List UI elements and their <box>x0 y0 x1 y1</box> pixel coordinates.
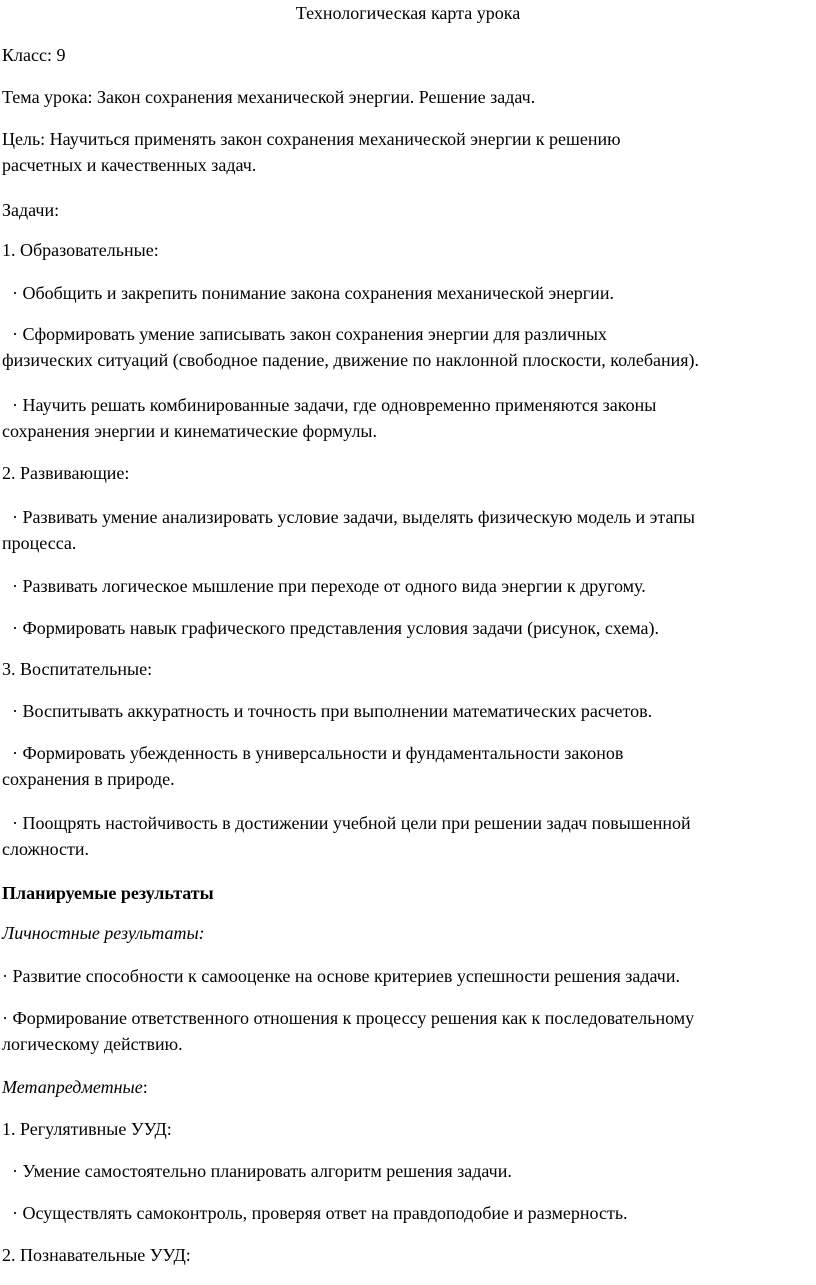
personal-bullet-1: · Развитие способности к самооценке на основе критериев успешности решения задачи. <box>2 966 680 986</box>
developing-bullet-2: · Развивать логическое мышление при переходе от одного вида энергии к другому. <box>12 576 646 596</box>
educational-bullet-2-line-2: физических ситуаций (свободное падение, движение по наклонной плоскости, колебания). <box>2 350 700 370</box>
personal-heading: Личностные результаты: <box>2 923 205 943</box>
developing-bullet-3: · Формировать навык графического представления условия задачи (рисунок, схема). <box>12 618 659 638</box>
educational-bullet-1: · Обобщить и закрепить понимание закона сохранения механической энергии. <box>12 283 614 303</box>
meta-heading-line <box>2 1074 814 1100</box>
personal-bullet-2-line-2: логическому действию. <box>2 1034 183 1054</box>
grade-line: Класс: 9 <box>2 45 66 65</box>
educational-bullet-3-line-2: сохранения энергии и кинематические формулы. <box>2 421 378 441</box>
upbringing-bullet-1: · Воспитывать аккуратность и точность при выполнении математических расчетов. <box>12 701 653 721</box>
educational-heading: 1. Образовательные: <box>2 240 159 260</box>
educational-bullet-2-line-1: · Сформировать умение записывать закон сохранения энергии для различных <box>12 324 607 344</box>
cognitive-heading: 2. Познавательные УУД: <box>2 1245 191 1265</box>
educational-bullet-3-line-1: · Научить решать комбинированные задачи, где одновременно применяются законы <box>12 395 657 415</box>
topic-line: Тема урока: Закон сохранения механической энергии. Решение задач. <box>2 87 536 107</box>
results-heading: Планируемые результаты <box>2 883 214 903</box>
document-title: Технологическая карта урока <box>295 3 521 23</box>
regulative-bullet-1: · Умение самостоятельно планировать алгоритм решения задачи. <box>12 1161 512 1181</box>
tasks-heading: Задачи: <box>2 200 60 220</box>
developing-bullet-1-line-2: процесса. <box>2 533 77 553</box>
upbringing-bullet-2-line-1: · Формировать убежденность в универсальности и фундаментальности законов <box>12 743 624 763</box>
goal-line-1: Цель: Научиться применять закон сохранения механической энергии к решению <box>2 129 621 149</box>
upbringing-bullet-3-line-2: сложности. <box>2 839 90 859</box>
meta-heading-colon: : <box>142 1077 148 1097</box>
upbringing-bullet-2-line-2: сохранения в природе. <box>2 769 175 789</box>
personal-bullet-2-line-1: · Формирование ответственного отношения к процессу решения как к последовательному <box>2 1008 695 1028</box>
developing-bullet-1-line-1: · Развивать умение анализировать условие задачи, выделять физическую модель и этапы <box>12 507 695 527</box>
regulative-bullet-2: · Осуществлять самоконтроль, проверяя ответ на правдоподобие и размерность. <box>12 1203 628 1223</box>
upbringing-heading: 3. Воспитательные: <box>2 659 153 679</box>
developing-heading: 2. Развивающие: <box>2 463 130 483</box>
goal-line-2: расчетных и качественных задач. <box>2 155 257 175</box>
upbringing-bullet-3-line-1: · Поощрять настойчивость в достижении учебной цели при решении задач повышенной <box>12 813 691 833</box>
regulative-heading: 1. Регулятивные УУД: <box>2 1119 172 1139</box>
meta-heading: Метапредметные <box>2 1077 143 1097</box>
